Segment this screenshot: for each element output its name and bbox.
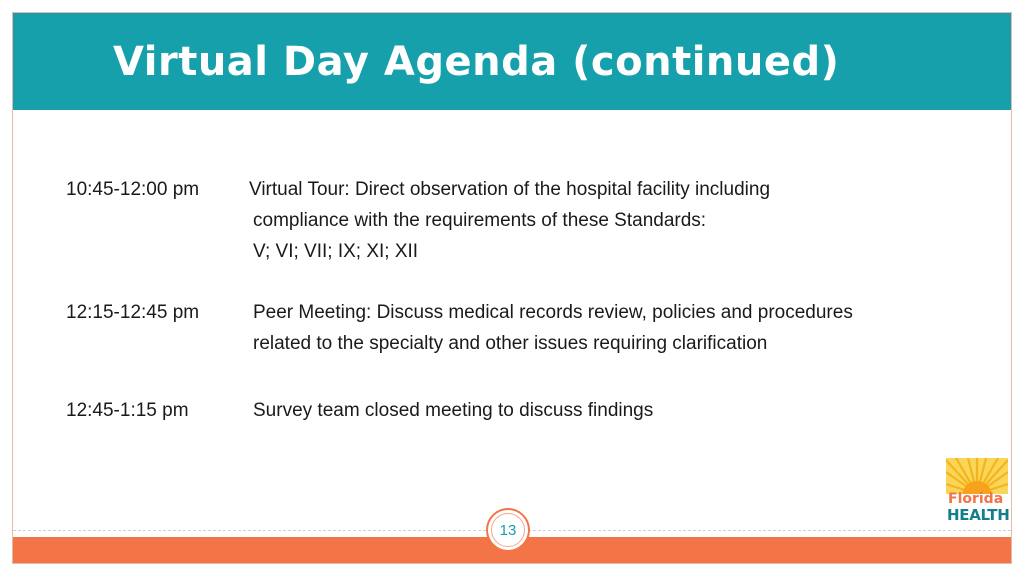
- florida-health-logo: [946, 458, 1008, 526]
- agenda-line: Peer Meeting: Discuss medical records review, policies and procedures: [253, 302, 853, 323]
- agenda-line: V; VI; VII; IX; XI; XII: [253, 241, 419, 262]
- agenda-line: related to the specialty and other issues requiring clarification: [253, 333, 768, 354]
- agenda-description-2: [253, 297, 853, 359]
- agenda-line: compliance with the requirements of these Standards:: [253, 210, 707, 231]
- agenda-description-3: [253, 395, 653, 426]
- agenda-time-3: 12:45-1:15 pm: [66, 400, 189, 421]
- agenda-line: Survey team closed meeting to discuss findings: [253, 400, 654, 421]
- sun-icon: [946, 458, 1008, 494]
- page-number: 13: [491, 513, 525, 547]
- logo-word-florida: Florida: [948, 491, 1004, 507]
- agenda-time-2: 12:15-12:45 pm: [66, 302, 200, 323]
- agenda-description-1: [249, 174, 770, 267]
- logo-word-health: HEALTH: [947, 506, 1010, 524]
- agenda-line: Virtual Tour: Direct observation of the hospital facility including: [249, 179, 771, 200]
- page-number-badge: [486, 508, 530, 552]
- agenda-time-1: 10:45-12:00 pm: [66, 179, 200, 200]
- slide-title: Virtual Day Agenda (continued): [113, 39, 840, 85]
